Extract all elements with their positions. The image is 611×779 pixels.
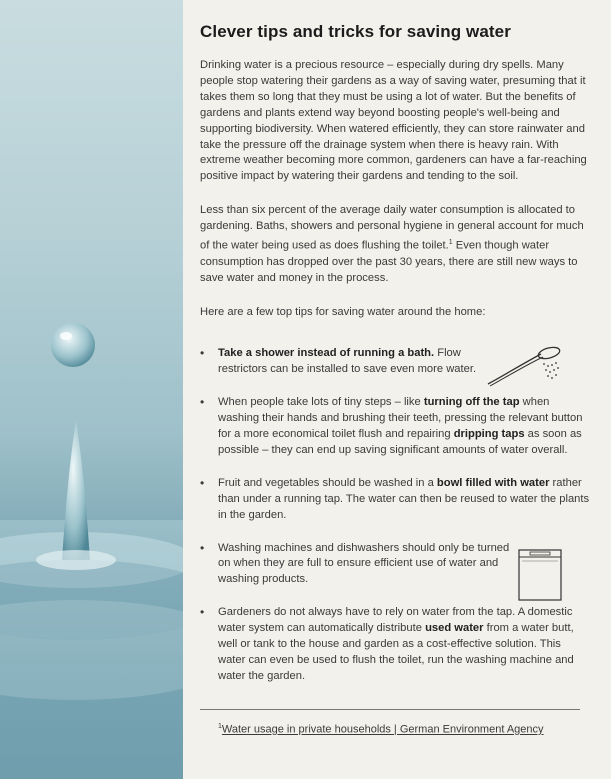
dishwasher-icon	[518, 549, 562, 601]
page-title: Clever tips and tricks for saving water	[200, 22, 511, 41]
list-item: • Take a shower instead of running a bath. Flow restrictors can be installed to save even more water.	[200, 346, 590, 378]
list-item: • Washing machines and dishwashers should only be turned on when they are full to ensure efficient use of water and washing products.	[200, 541, 590, 589]
list-item: • Gardeners do not always have to rely on water from the tap. A domestic water system can automatically distribute used water from a water butt, well or tank to the house and garden as a cost-effective solution. This water can even be used to flush the toilet, run the washing machine and water the garden.	[200, 605, 590, 685]
water-drop-photo	[0, 0, 183, 779]
water-drop-illustration	[0, 0, 183, 779]
tips-list	[200, 346, 590, 684]
consumption-paragraph: Less than six percent of the average daily water consumption is allocated to gardening. Baths, showers and personal hygiene in general account for much of the water being used as does flushing the toilet.$^1$ Even though water consumption has dropped over the past 30 years, there are still new ways to save water and money in the process.	[200, 204, 584, 284]
list-item: • When people take lots of tiny steps – like turning off the tap when washing their hands and brushing their teeth, pressing the relevant button for a more economical toilet flush and repairing dripping taps as soon as possible – they can end up saving significant amounts of water overall.	[200, 395, 590, 459]
footnote-link[interactable]: Water usage in private households | German Environment Agency	[221, 723, 544, 736]
footnote-divider	[200, 709, 580, 710]
shower-head-icon	[486, 344, 566, 388]
footnote: $^1$Water usage in private households | German Environment Agency	[218, 723, 544, 736]
intro-paragraph: Drinking water is a precious resource – especially during dry spells. Many people stop watering their gardens as a way of saving water, presuming that it takes them so long that they must be using a lot of water. But the benefits of gardens and plants extend way beyond boosting people's well-being and supporting biodiversity. When watered efficiently, they can store rainwater and take the pressure off the drainage system when there is heavy rain. With extreme weather becoming more common, gardeners can have a far-reaching positive impact by watering their gardens and tending to the soil.	[200, 59, 587, 183]
footnote-ref[interactable]: 1	[448, 239, 453, 247]
list-item: • Fruit and vegetables should be washed in a bowl filled with water rather than under a running tap. The water can then be reused to water the plants in the garden.	[200, 476, 590, 524]
tips-intro: Here are a few top tips for saving water around the home:	[200, 305, 486, 318]
